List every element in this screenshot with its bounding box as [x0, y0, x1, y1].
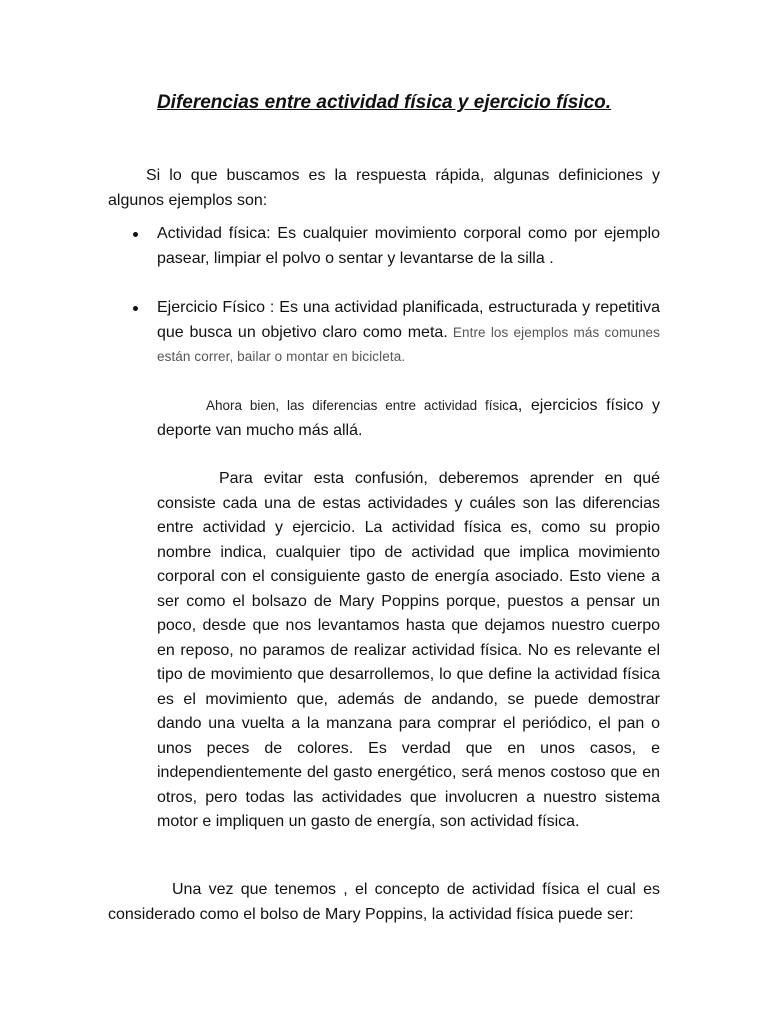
ahora-paragraph	[157, 394, 660, 443]
list-item-ejercicio-fisico	[130, 296, 660, 370]
closing-paragraph: Una vez que tenemos , el concepto de actividad física el cual es considerado como el bolso de Mary Poppins, la actividad física puede ser:	[108, 881, 660, 923]
bullet-icon	[133, 232, 138, 237]
main-paragraph: Para evitar esta confusión, deberemos aprender en qué consiste cada una de estas actividades y cuáles son las diferencias entre actividad y ejercicio. La actividad física es, como su propio nombre indica, cualquier tipo de actividad que implica movimiento corporal con el consiguiente gasto de energía asociado. Esto viene a ser como el bolsazo de Mary Poppins porque, puestos a pensar un poco, desde que nos levantamos hasta que dejamos nuestro cuerpo en reposo, no paramos de realizar actividad física. No es relevante el tipo de movimiento que desarrollemos, lo que define la actividad física es el movimiento que, además de andando, se puede demostrar dando una vuelta a la manzana para comprar el periódico, el pan o unos peces de colores. Es verdad que en unos casos, e independientemente del gasto energético, será menos costoso que en otros, pero todas las actividades que involucren a nuestro sistema motor e impliquen un gasto de energía, son actividad física.	[157, 470, 660, 830]
list-item-text: Actividad física: Es cualquier movimiento corporal como por ejemplo pasear, limpiar el polvo o sentar y levantarse de la silla .	[157, 225, 660, 267]
list-item-text: Ejercicio Físico : Es una actividad planificada, estructurada y repetitiva que busca un objetivo claro como meta.	[157, 299, 660, 341]
list-item-examples: Entre los ejemplos más comunes están correr, bailar o montar en bicicleta.	[157, 324, 661, 364]
definitions-list	[130, 222, 660, 370]
document-title: Diferencias entre actividad física y ejercicio físico.	[156, 92, 612, 113]
ahora-small-text: Ahora bien, las diferencias entre actividad físic	[206, 398, 509, 413]
bullet-icon	[133, 306, 138, 311]
list-item-actividad-fisica	[130, 222, 660, 271]
ahora-rest-text: a, ejercicios físico y deporte van mucho más allá.	[157, 397, 660, 439]
intro-paragraph: Si lo que buscamos es la respuesta rápida, algunas definiciones y algunos ejemplos son:	[108, 167, 660, 209]
